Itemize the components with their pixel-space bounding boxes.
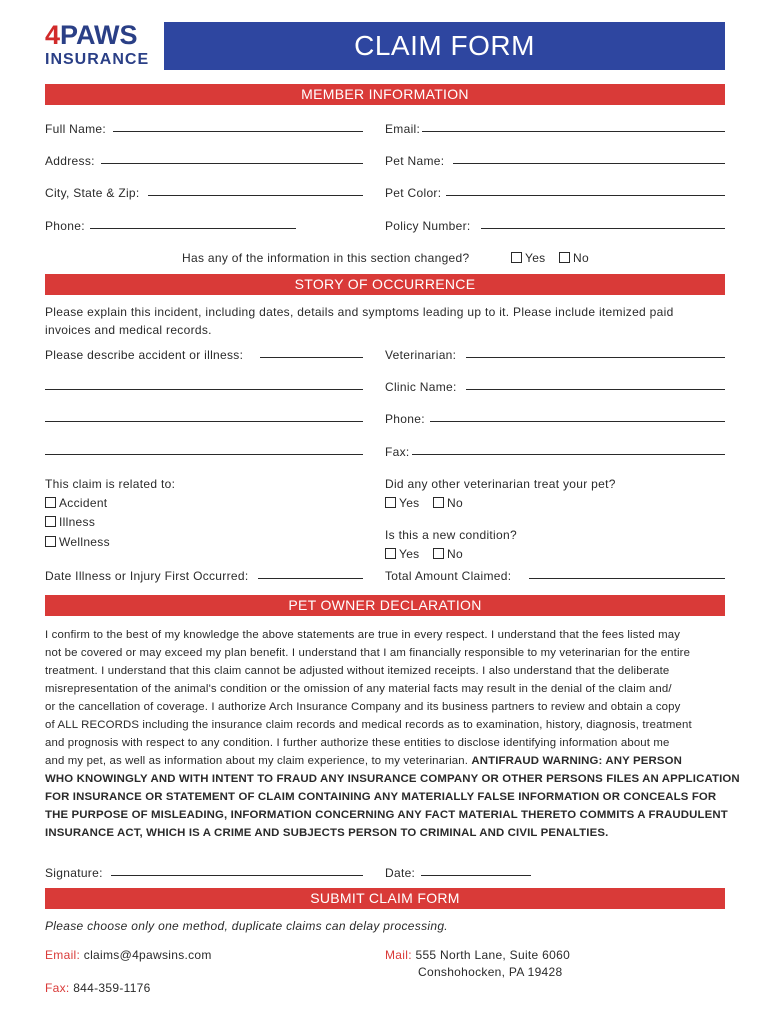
checkbox-icon[interactable] <box>385 497 396 508</box>
claim-related-label: This claim is related to: <box>45 477 176 491</box>
story-intro-line-1: Please explain this incident, including dates, details and symptoms leading up to it. Please include itemized paid <box>45 305 674 319</box>
policy-number-label: Policy Number: <box>385 219 471 233</box>
email-label: Email: <box>385 122 421 136</box>
total-claimed-field[interactable] <box>529 578 725 579</box>
illness-option[interactable]: Illness <box>45 515 95 529</box>
pet-name-field[interactable] <box>453 163 725 164</box>
date-first-occurred-field[interactable] <box>258 578 363 579</box>
checkbox-icon[interactable] <box>511 252 522 263</box>
other-vet-question: Did any other veterinarian treat your pet? <box>385 477 616 491</box>
section-submit-claim-form: SUBMIT CLAIM FORM <box>45 888 725 909</box>
logo <box>45 20 150 68</box>
checkbox-icon[interactable] <box>433 497 444 508</box>
describe-label: Please describe accident or illness: <box>45 348 244 362</box>
new-condition-question: Is this a new condition? <box>385 528 517 542</box>
policy-number-field[interactable] <box>481 228 725 229</box>
checkbox-icon[interactable] <box>385 548 396 559</box>
antifraud-warning: ANTIFRAUD WARNING: ANY PERSON <box>471 755 683 767</box>
city-label: City, State & Zip: <box>45 186 140 200</box>
email-field[interactable] <box>422 131 725 132</box>
mail-address-line-2: Conshohocken, PA 19428 <box>418 965 563 979</box>
logo-number: 4 <box>45 20 61 50</box>
page-title: CLAIM FORM <box>164 22 725 70</box>
submit-note: Please choose only one method, duplicate claims can delay processing. <box>45 919 448 933</box>
checkbox-icon[interactable] <box>45 497 56 508</box>
section-pet-owner-declaration: PET OWNER DECLARATION <box>45 595 725 616</box>
info-changed-question: Has any of the information in this section changed? <box>182 251 470 265</box>
mail-address-line-1: 555 North Lane, Suite 6060 <box>415 948 571 962</box>
full-name-label: Full Name: <box>45 122 107 136</box>
veterinarian-label: Veterinarian: <box>385 348 457 362</box>
submit-mail: Mail: 555 North Lane, Suite 6060 <box>385 948 571 962</box>
address-field[interactable] <box>101 163 363 164</box>
pet-color-field[interactable] <box>446 195 725 196</box>
section-member-information: MEMBER INFORMATION <box>45 84 725 105</box>
other-vet-no[interactable]: No <box>433 496 463 510</box>
describe-field-line-4[interactable] <box>45 454 363 455</box>
checkbox-icon[interactable] <box>433 548 444 559</box>
veterinarian-field[interactable] <box>466 357 725 358</box>
info-changed-yes[interactable]: Yes <box>511 251 545 265</box>
fax-number: 844-359-1176 <box>73 981 151 995</box>
logo-subtitle: INSURANCE <box>45 51 150 68</box>
section-story-of-occurrence: STORY OF OCCURRENCE <box>45 274 725 295</box>
checkbox-icon[interactable] <box>45 536 56 547</box>
city-field[interactable] <box>148 195 363 196</box>
accident-option[interactable]: Accident <box>45 496 107 510</box>
signature-label: Signature: <box>45 866 103 880</box>
date-label: Date: <box>385 866 416 880</box>
total-claimed-label: Total Amount Claimed: <box>385 569 512 583</box>
pet-color-label: Pet Color: <box>385 186 442 200</box>
address-label: Address: <box>45 154 95 168</box>
story-intro-line-2: invoices and medical records. <box>45 323 212 337</box>
checkbox-icon[interactable] <box>45 516 56 527</box>
phone-label: Phone: <box>45 219 85 233</box>
signature-field[interactable] <box>111 875 363 876</box>
describe-field[interactable] <box>260 357 363 358</box>
new-condition-no[interactable]: No <box>433 547 463 561</box>
other-vet-yes[interactable]: Yes <box>385 496 419 510</box>
vet-fax-field[interactable] <box>412 454 725 455</box>
new-condition-yes[interactable]: Yes <box>385 547 419 561</box>
info-changed-no[interactable]: No <box>559 251 589 265</box>
declaration-text: I confirm to the best of my knowledge the above statements are true in every respect. I understand that the fees listed may not be covered or may exceed my plan benefit. I understand that I am financially responsible to my veterinarian for the entire treatment. I understand that this claim cannot be adjusted without itemized receipts. I also understand that the deliberate misrepresentation of the animal's condition or the omission of any material facts may result in the denial of the claim and/ or the cancellation of coverage. I authorize Arch Insurance Company and its business partners to review and obtain a copy of ALL RECORDS including the insurance claim records and medical records as to examination, history, diagnosis, treatment and prognosis with respect to any condition. I further authorize these entities to disclose identifying information about me and my pet, as well as information about my claim experience, to my veterinarian. ANTIFRAUD WARNING: ANY PERSON WHO KNOWINGLY AND WITH INTENT TO FRAUD ANY INSURANCE COMPANY OR OTHER PERSONS FILES AN APPLICATION FOR INSURANCE OR STATEMENT OF CLAIM CONTAINING ANY MATERIALLY FALSE INFORMATION OR CONCEALS FOR THE PURPOSE OF MISLEADING, INFORMATION CONCERNING ANY FACT MATERIAL THERETO COMMITS A FRAUDULENT INSURANCE ACT, WHICH IS A CRIME AND SUBJECTS PERSON TO CRIMINAL AND CIVIL PENALTIES. <box>45 629 740 839</box>
vet-fax-label: Fax: <box>385 445 410 459</box>
pet-name-label: Pet Name: <box>385 154 445 168</box>
email-address-link[interactable]: claims@4pawsins.com <box>83 948 212 962</box>
vet-phone-label: Phone: <box>385 412 425 426</box>
date-first-occurred-label: Date Illness or Injury First Occurred: <box>45 569 249 583</box>
describe-field-line-3[interactable] <box>45 421 363 422</box>
wellness-option[interactable]: Wellness <box>45 535 110 549</box>
checkbox-icon[interactable] <box>559 252 570 263</box>
phone-field[interactable] <box>90 228 296 229</box>
clinic-name-label: Clinic Name: <box>385 380 457 394</box>
full-name-field[interactable] <box>113 131 363 132</box>
submit-fax: Fax: 844-359-1176 <box>45 981 151 995</box>
submit-email: Email: claims@4pawsins.com <box>45 948 212 962</box>
vet-phone-field[interactable] <box>430 421 725 422</box>
describe-field-line-2[interactable] <box>45 389 363 390</box>
clinic-name-field[interactable] <box>466 389 725 390</box>
logo-name: PAWS <box>60 20 138 50</box>
date-field[interactable] <box>421 875 531 876</box>
